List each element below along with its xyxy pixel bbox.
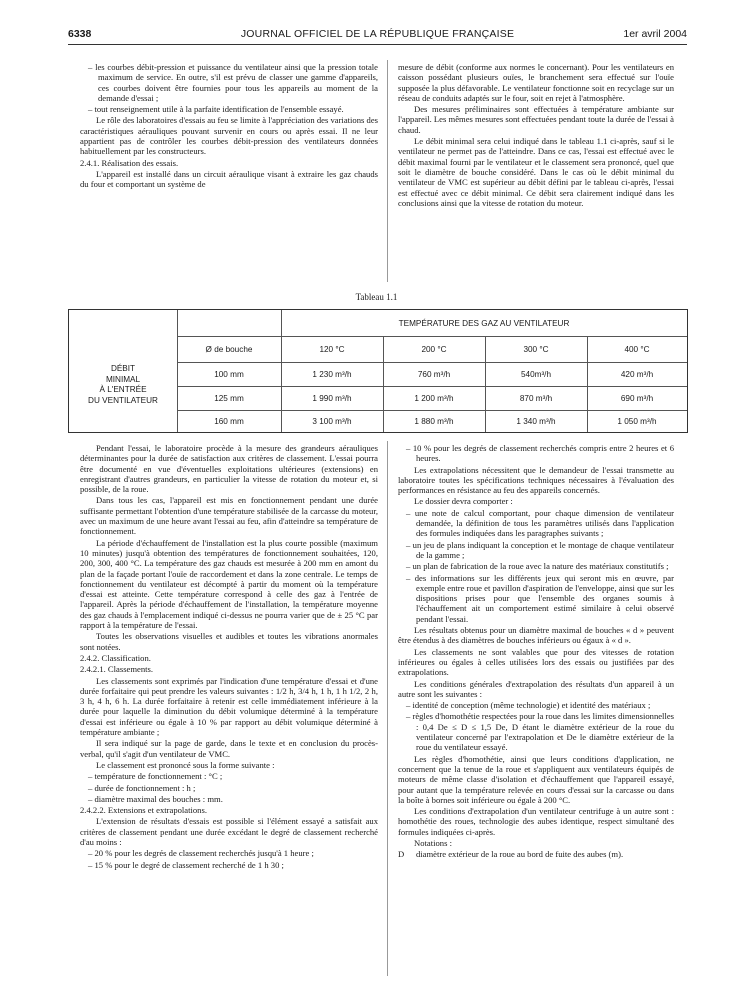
paragraph: Le classement est prononcé sous la forme suivante :	[96, 759, 275, 770]
paragraph: L'appareil est installé dans un circuit aéraulique visant à extraire les gaz chauds du four et comportant un système de	[80, 168, 378, 190]
flow-table	[68, 309, 688, 433]
paragraph: Les classements ne sont valables que pour des vitesses de rotation inférieures ou égales à celles utilisées lors des essais ou justifiées par des extrapolations.	[398, 646, 674, 678]
paragraph: Dans tous les cas, l'appareil est mis en fonctionnement pendant une durée suffisante permettant l'obtention d'une température stabilisée de la carcasse du moteur, avec un maximum de une heure avant l'essai au feu, afin d'atteindre sa température de fonctionnement.	[80, 495, 378, 537]
column-divider-top	[387, 60, 388, 282]
flow-cell: 420 m³/h	[620, 369, 654, 379]
top-left-column	[80, 62, 378, 191]
list-item: – durée de fonctionnement : h ;	[88, 782, 196, 793]
flow-cell: 1 200 m³/h	[414, 393, 454, 403]
paragraph: mesure de débit (conforme aux normes le concernant). Pour les ventilateurs en caisson possédant plusieurs ouïes, le branchement sera effectué sur l'ouïe supposée la plus défavorable. Le ventilateur fonctionne soit en recyclage sur un réseau de conduits adaptés sur le four, soit en rejet à l'atmosphère.	[398, 62, 674, 103]
paragraph: Il sera indiqué sur la page de garde, dans le texte et en conclusion du procès-verbal, qu'il s'agit d'un ventilateur de VMC.	[80, 738, 378, 759]
paragraph: Le débit minimal sera celui indiqué dans le tableau 1.1 ci-après, sauf si le ventilateur ne permet pas de l'atteindre. Dans ce cas, l'essai est effectué avec le débit maximal fourni par le ventilateur et le classement sera prononcé, quel que soit le diamètre de bouche considéré. Dans le cas où le débit minimal du ventilateur de VMC est supérieur au débit défini par le tableau ci-après, l'essai est effectué avec ce débit minimal. Ce débit sera clairement indiqué dans les conclusions ainsi que la vitesse de rotation du moteur.	[398, 136, 674, 208]
flow-cell: 3 100 m³/h	[312, 416, 352, 426]
section-heading: 2.4.2. Classification.	[80, 652, 151, 663]
section-heading: 2.4.2.1. Classements.	[80, 664, 154, 675]
list-item: – des informations sur les différents jeux qui seront mis en œuvre, par exemple entre roue et pavillon d'aspiration de l'enveloppe, ainsi que sur les dispositions prises pour que l'ensemble des organes soumis à l'échauffement ait un comportement estimé similaire à celui observé pendant l'essai.	[406, 572, 674, 624]
flow-cell: 760 m³/h	[417, 369, 451, 379]
paragraph: Toutes les observations visuelles et audibles et toutes les vibrations anormales sont notées.	[80, 631, 378, 652]
row-label-line: À L'ENTRÉE	[99, 385, 147, 394]
flow-cell: 690 m³/h	[620, 393, 654, 403]
flow-cell: 1 050 m³/h	[617, 416, 657, 426]
list-item: – tout renseignement utile à la parfaite identification de l'ensemble essayé.	[88, 104, 344, 115]
list-item: – diamètre maximal des bouches : mm.	[88, 793, 223, 804]
flow-cell: 1 990 m³/h	[312, 393, 352, 403]
list-item: – 15 % pour le degré de classement recherché de 1 h 30 ;	[88, 859, 284, 870]
diameter-cell: 125 mm	[214, 393, 244, 403]
page-header	[68, 28, 687, 44]
paragraph: Des mesures préliminaires sont effectuées à température ambiante sur l'appareil. Les mêmes mesures sont effectuées pendant toute la durée de l'essai à chaud.	[398, 104, 674, 135]
temperature-group-header: TEMPÉRATURE DES GAZ AU VENTILATEUR	[398, 318, 570, 328]
notation-definition: diamètre extérieur de la roue au bord de fuite des aubes (m).	[416, 849, 624, 860]
list-item: – 10 % pour les degrés de classement recherchés compris entre 2 heures et 6 heures.	[406, 443, 674, 464]
paragraph: Pendant l'essai, le laboratoire procède à la mesure des grandeurs aérauliques déterminantes pour la durée de satisfaction aux critères de classement. L'essai pourra être documenté en vue d'éventuelles exploitations ultérieures (extensions) en enregistrant d'autres grandeurs, en particulier la vitesse de rotation du moteur et, si possible, de la roue.	[80, 443, 378, 495]
paragraph: Notations :	[414, 837, 452, 848]
temperature-header: 200 °C	[421, 344, 447, 354]
paragraph: Les résultats obtenus pour un diamètre maximal de bouches « d » peuvent être étendus à des diamètres de bouches inférieurs ou égaux à « d ».	[398, 625, 674, 646]
paragraph: Les conditions générales d'extrapolation des résultats d'un appareil à un autre sont les suivantes :	[398, 678, 674, 699]
list-item: – 20 % pour les degrés de classement recherchés jusqu'à 1 heure ;	[88, 848, 314, 859]
diameter-cell: 100 mm	[214, 369, 244, 379]
bottom-right-paragraphs	[398, 443, 674, 848]
temperature-header: 300 °C	[523, 344, 549, 354]
notation-symbol: D	[398, 849, 405, 860]
list-item: – identité de conception (même technologie) et identité des matériaux ;	[406, 700, 651, 711]
journal-title: JOURNAL OFFICIEL DE LA RÉPUBLIQUE FRANÇAISE	[240, 28, 515, 40]
paragraph: Les règles d'homothétie, ainsi que leurs conditions d'application, ne concernent que la tenue de la roue et s'appliquent aux ventilateurs équipés de moteurs de même classe d'isolation et d'échauffement que l'appareil essayé, pour autant que la température relevée en cours d'essai sur la carcasse ou dans la boîte à bornes soit inférieure ou égale à 200 °C.	[398, 753, 674, 805]
column-divider-bottom	[387, 441, 388, 976]
paragraph: L'extension de résultats d'essais est possible si l'élément essayé a satisfait aux critères de classement pendant une durée excédant le degré de classement recherché d'au moins :	[80, 816, 378, 847]
bottom-left-column	[80, 443, 378, 871]
temperature-header: 400 °C	[624, 344, 650, 354]
flow-cell: 870 m³/h	[519, 393, 553, 403]
section-heading: 2.4.1. Réalisation des essais.	[80, 157, 179, 168]
flow-cell: 1 340 m³/h	[516, 416, 556, 426]
table-caption: Tableau 1.1	[355, 292, 398, 302]
flow-cell: 1 230 m³/h	[312, 369, 352, 379]
issue-date: 1er avril 2004	[623, 28, 687, 40]
top-right-column	[398, 62, 674, 209]
page-number: 6338	[68, 28, 92, 40]
row-label-line: MINIMAL	[105, 374, 141, 384]
header-rule	[68, 44, 687, 45]
flow-cell: 540m³/h	[520, 369, 552, 379]
section-heading: 2.4.2.2. Extensions et extrapolations.	[80, 805, 207, 816]
notation-entry	[398, 849, 674, 859]
paragraph: Le rôle des laboratoires d'essais au feu se limite à l'appréciation des variations des caractéristiques aérauliques pouvant survenir en cours ou après essai. Il ne leur appartient pas de contrôler les courbes débit-pression des ventilateurs données habituellement par les constructeurs.	[80, 115, 378, 157]
temperature-header: 120 °C	[319, 344, 345, 354]
list-item: – une note de calcul comportant, pour chaque dimension de ventilateur demandée, la définition de tous les paramètres utilisés dans l'application des formules indiquées dans les paragraphes suivants ;	[406, 507, 674, 539]
paragraph: Les conditions d'extrapolation d'un ventilateur centrifuge à un autre sont : homothétie des roues, technologie des aubes identique, respect simultané des formules indiquées ci-après.	[398, 806, 674, 837]
list-item: – un jeu de plans indiquant la conception et le montage de chaque ventilateur de la gamme ;	[406, 539, 674, 560]
paragraph: La période d'échauffement de l'installation est la plus courte possible (maximum 10 minutes) jusqu'à obtention des températures de fonctionnement souhaitées, 120, 200, 300, 400 °C. La température des gaz chauds est mesurée à 200 mm en amont du plan de la façade portant l'ouïe de raccordement et dans la zone centrale. Le temps de fonctionnement du ventilateur est décompté à partir du moment où la température d'essai est atteinte. Cette température correspond à celle des gaz à l'entrée de l'appareil. Après la période d'échauffement de l'installation, la température moyenne des gaz chauds à l'emplacement indiqué ci-dessus ne pourra varier que de ± 25 °C par rapport à la température de l'essai.	[80, 537, 378, 631]
bottom-right-column	[398, 443, 674, 860]
diameter-header: Ø de bouche	[205, 344, 253, 354]
flow-cell: 1 880 m³/h	[414, 416, 454, 426]
paragraph: Le dossier devra comporter :	[414, 496, 513, 507]
list-item: – les courbes débit-pression et puissance du ventilateur ainsi que la pression totale maximum de service. En outre, s'il est prévu de classer une gamme d'appareils, ces courbes doivent être fournies pour tous les appareils au moment de la demande d'essai ;	[88, 62, 378, 103]
list-item: – un plan de fabrication de la roue avec la nature des matériaux constitutifs ;	[406, 561, 669, 572]
paragraph: Les classements sont exprimés par l'indication d'une température d'essai et d'une durée forfaitaire qui peut prendre les valeurs suivantes : 1/2 h, 3/4 h, 1 h, 1 h 1/2, 2 h, 3 h, 4 h, 6 h. La durée forfaitaire à retenir est celle immédiatement inférieure à la durée pour laquelle la diminution du débit volumique déterminé à la température d'essai est inférieure ou égale à 10 % par rapport au débit volumique déterminé à température ambiante ;	[80, 675, 378, 738]
row-label	[69, 336, 177, 434]
list-item: – règles d'homothétie respectées pour la roue dans les limites dimensionnelles : 0,4 De ≤ D ≤ 1,5 De, D étant le diamètre extérieur de la roue du ventilateur concerné par l'extrapolation et De le diamètre extérieur de la roue du ventilateur essayé.	[406, 711, 674, 753]
list-item: – température de fonctionnement : °C ;	[88, 771, 223, 782]
diameter-cell: 160 mm	[214, 416, 244, 426]
row-label-line: DÉBIT	[110, 364, 136, 373]
paragraph: Les extrapolations nécessitent que le demandeur de l'essai transmette au laboratoire toutes les spécifications techniques nécessaires à l'évaluation des performances en résistance au feu des appareils concernés.	[398, 464, 674, 496]
row-label-line: DU VENTILATEUR	[88, 395, 158, 405]
